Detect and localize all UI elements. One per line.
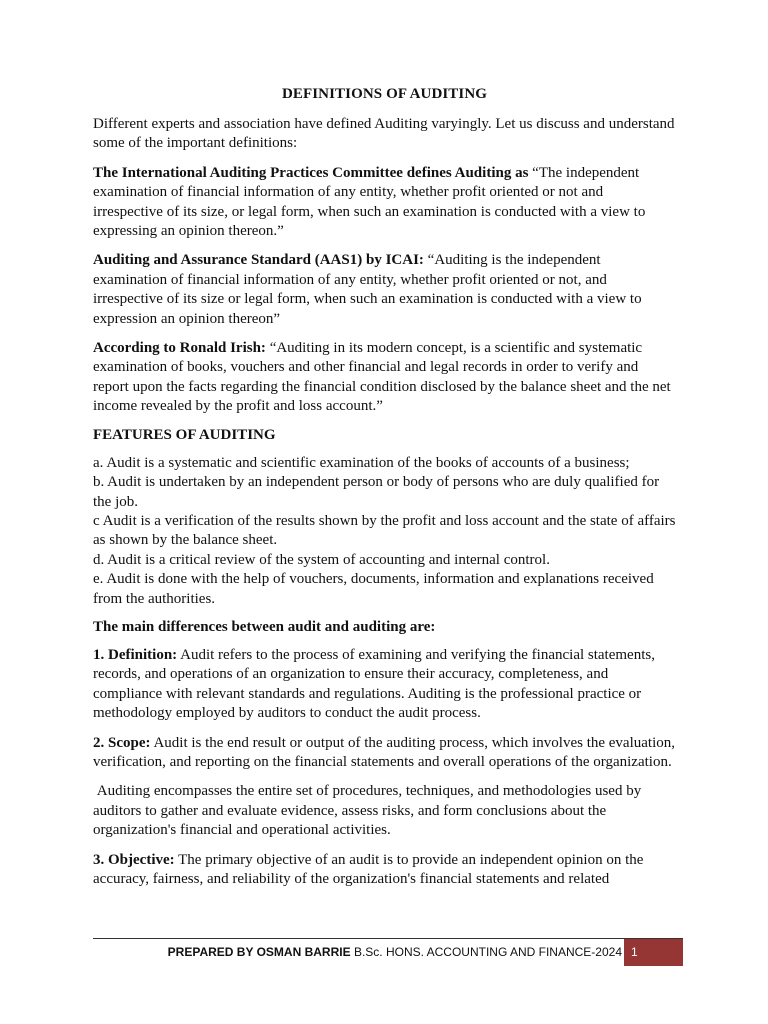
intro-paragraph: Different experts and association have defined Auditing varyingly. Let us discuss and understand some of the important definitions: [93, 116, 675, 152]
difference-lead: 2. Scope: [93, 734, 151, 751]
definition-text: “The independent examination of financial information of any entity, whether profit oriented or not and irrespective of its size, or legal form, when such an examination is conducted with a view to expressing an opinion thereon.” [93, 164, 646, 240]
definition-lead: The International Auditing Practices Committee defines Auditing as [93, 164, 529, 181]
page-title: DEFINITIONS OF AUDITING [281, 86, 488, 102]
difference-scope-continued [93, 782, 676, 840]
difference-text: The primary objective of an audit is to provide an independent opinion on the accuracy, fairness, and reliability of the organization's financial statements and related [93, 851, 644, 887]
definition-ronald-irish [93, 339, 676, 417]
feature-item: e. Audit is done with the help of vouchers, documents, information and explanations received from the authorities. [93, 571, 654, 607]
difference-objective [93, 851, 676, 890]
difference-text: Audit refers to the process of examining and verifying the financial statements, records, and operations of an organization to ensure their accuracy, completeness, and compliance with relevant standards and regulations. Auditing is the professional practice or methodology employed by auditors to conduct the audit process. [93, 646, 655, 722]
feature-item: b. Audit is undertaken by an independent person or body of persons who are duly qualified for the job. [93, 474, 660, 510]
definition-lead: According to Ronald Irish: [93, 340, 266, 357]
definition-text: “Auditing is the independent examination of financial information of any entity, whether profit oriented or not, and irrespective of its size or legal form, when such an examination is conducted with a view to expression an opinion thereon” [93, 252, 642, 327]
definition-aas1 [93, 251, 676, 329]
features-list [93, 454, 676, 609]
footer-author: PREPARED BY OSMAN BARRIE [167, 945, 351, 959]
definition-iapc [93, 164, 676, 242]
footer-credit [168, 945, 622, 959]
difference-lead: 1. Definition: [93, 646, 178, 663]
footer-credential: B.Sc. HONS. ACCOUNTING AND FINANCE-2024 [353, 945, 622, 959]
difference-text: Auditing encompasses the entire set of procedures, techniques, and methodologies used by auditors to gather and evaluate evidence, assess risks, and form conclusions about the organization's financial and operational activities. [93, 783, 642, 839]
difference-text: Audit is the end result or output of the auditing process, which involves the evaluation, verification, and reporting on the financial statements and overall operations of the organization. [93, 734, 676, 770]
feature-item: c Audit is a verification of the results shown by the profit and loss account and the state of affairs as shown by the balance sheet. [93, 512, 676, 549]
difference-lead: 3. Objective: [93, 851, 175, 868]
difference-definition [93, 646, 676, 724]
definition-text: “Auditing in its modern concept, is a scientific and systematic examination of books, vouchers and other financial and legal records in order to verify and report upon the facts regarding the financial condition disclosed by the balance sheet and the net income revealed by the profit and loss account.” [93, 340, 671, 415]
differences-heading: The main differences between audit and auditing are: [93, 618, 436, 635]
definition-lead: Auditing and Assurance Standard (AAS1) by ICAI: [93, 252, 424, 269]
document-page [93, 86, 676, 899]
difference-scope [93, 734, 676, 773]
features-heading: FEATURES OF AUDITING [93, 426, 276, 443]
feature-item: a. Audit is a systematic and scientific examination of the books of accounts of a business; [93, 454, 630, 471]
feature-item: d. Audit is a critical review of the system of accounting and internal control. [93, 551, 550, 568]
page-number: 1 [624, 939, 683, 966]
page-footer [93, 938, 683, 966]
